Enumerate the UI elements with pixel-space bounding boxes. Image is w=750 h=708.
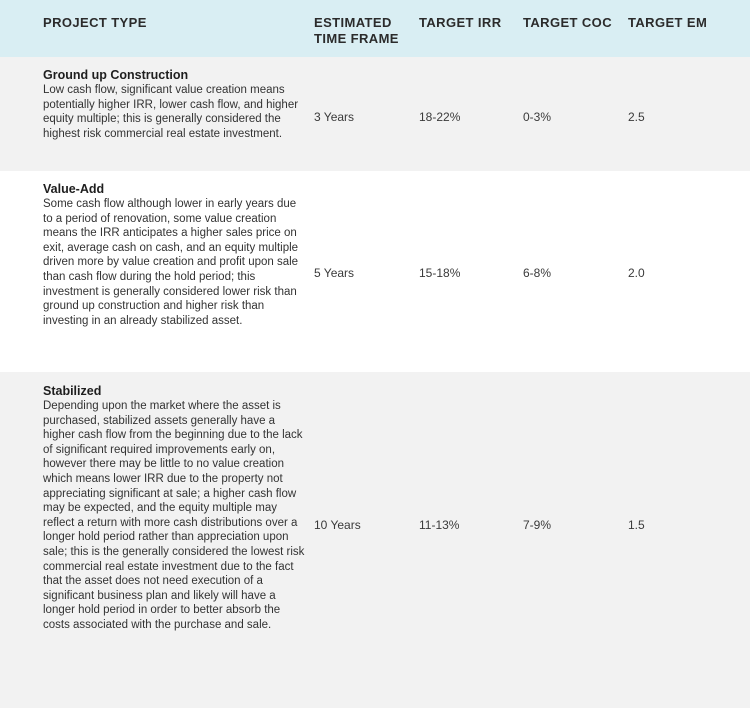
column-header-time-frame: ESTIMATED TIME FRAME <box>314 15 399 46</box>
table-row-value-add <box>0 171 750 372</box>
project-description: Depending upon the market where the asset is purchased, stabilized assets generally have a higher cash flow from the beginning due to the lack of significant required improvements early on, however there may be little to no value creation which means lower IRR due to the property not appreciating significant at sale; a higher cash flow may be expected, and the equity multiple may reflect a return with more cash distributions over a longer hold period rather than appreciation upon sale; this is the generally considered the lowest risk commercial real estate investment due to the fact that the asset does not need execution of a significant business plan and likely will have a longer hold period in order to better absorb the costs associated with the purchase and sale. <box>43 400 305 631</box>
column-header-project-type: PROJECT TYPE <box>43 15 147 30</box>
time-frame-value: 5 Years <box>314 266 355 280</box>
table-row-ground-up <box>0 57 750 171</box>
target-em-value: 1.5 <box>628 518 645 532</box>
project-type-cell <box>43 384 305 633</box>
project-type-cell <box>43 68 305 141</box>
table-row-stabilized <box>0 372 750 708</box>
project-title: Stabilized <box>43 384 102 398</box>
target-irr-value: 11-13% <box>419 518 460 532</box>
target-irr-value: 15-18% <box>419 266 461 280</box>
time-frame-value: 3 Years <box>314 110 355 124</box>
project-type-cell <box>43 182 305 328</box>
time-frame-value: 10 Years <box>314 518 361 532</box>
project-description: Low cash flow, significant value creation means potentially higher IRR, lower cash flow, and higher equity multiple; this is generally considered the highest risk commercial real estate investment. <box>43 84 299 140</box>
target-em-value: 2.0 <box>628 266 645 280</box>
project-title: Ground up Construction <box>43 68 189 82</box>
target-em-value: 2.5 <box>628 110 645 124</box>
column-header-target-irr: TARGET IRR <box>419 15 502 30</box>
target-irr-value: 18-22% <box>419 110 461 124</box>
target-coc-value: 6-8% <box>523 266 552 280</box>
project-description: Some cash flow although lower in early years due to a period of renovation, some value creation means the IRR anticipates a higher sales price on exit, average cash on cash, and an equity multiple driven more by value creation and profit upon sale than cash flow during the hold period; this investment is generally considered lower risk than ground up construction and higher risk than investing in an already stabilized asset. <box>43 198 299 327</box>
project-title: Value-Add <box>43 182 105 196</box>
column-header-target-em: TARGET EM <box>628 15 708 30</box>
column-header-target-coc: TARGET COC <box>523 15 612 30</box>
table-header-row <box>0 0 750 57</box>
target-coc-value: 7-9% <box>523 518 552 532</box>
target-coc-value: 0-3% <box>523 110 552 124</box>
